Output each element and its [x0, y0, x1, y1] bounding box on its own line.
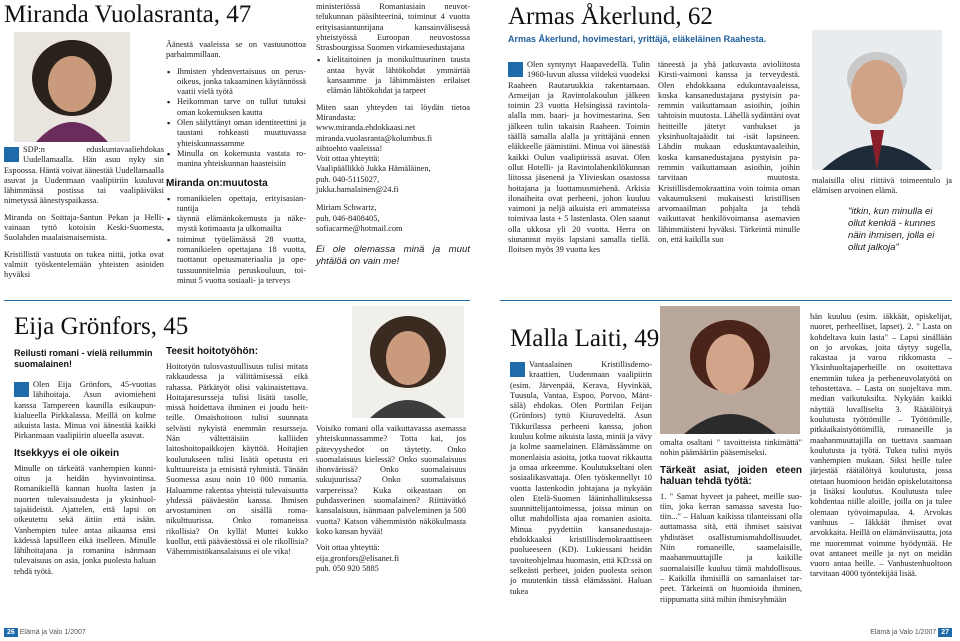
footer-right	[870, 629, 952, 636]
eija-p2: Minulle on tärkeätä vanhempien kunnioitus ja heidän hyvinvointinsa. Romanikiellä kannan huolta lasten ja nuorten tulevaisuudesta ja yksinhuoltajaäideistä. Ajattelen, että lapsi on oikeutettu sekä äitiin että isään. Vanhempien tulee antaa aikaansa ensi kädessä lapsilleen eikä itselleen. Minulle lähihoitajana ja romanina isänmaan tulevaisuus on asia, jonka puolesta haluan tehdä työtä.	[14, 463, 156, 576]
contact-link[interactable]: jukka.hamalainen@24.fi	[316, 185, 399, 195]
miranda-paragraph-3: Kristillistä vastuuta on tukea niitä, jotka ovat valmiit työskentelemään yhteisten asioiden hyväksi	[4, 249, 164, 280]
malla-col3-text: hän kuuluu (esim. iäkkäät, opiskelijat, nuoret, perheelliset, lapset). 2. " Lasta on kohdeltava kuin lasta" – Lapsi sinällään on jo arvokas, joita täytyy sugella, rakastaa ja varoa rikkomasta – Yksinhuoltajaperheille on osoitettava enemmän tukea ja perheneuvolatyötä on tehostettava. – Lasta on suojeltava mm. median vaikutuksilta. Nykyään kaikki näyttää luvalliselta 3. Räätälöityä koulutusta työttömille – Työttömille, pitkäaikaistyöttömillä, romaneille ja maahanmuuttajilla on tuettava saamaan koulutusta ja työtä. Tukea tulisi myös vanhempien mukaan. Siksi heille tulee järjestää räätälöityä koulutusta, jossa otetaan huomioon heidän opiskelutaitonsa ja lisäksi koulutus. Koulutusta tulee kohdentaa niille aloille, joilla on ja tulee olemaan työvoimapulaa. 4. Arvokas vanhuus – Iäkkäät ihmiset ovat arvokkaita. Heillä on elämänviisautta, jota me nuoremmat voimme hyödyntää. He ovat antaneet meille ja nyt on meidän vuoro antaa heille. – Vanhustenhuoltoon tarvitaan 4000 työntekijää lisää.	[810, 312, 952, 579]
list-item: ▪ romanikielen opettaja, erityisasiantuntija	[177, 194, 306, 215]
armas-lead: Armas Åkerlund, hovimestari, yrittäjä, eläkeläinen Raahesta.	[508, 34, 767, 44]
malla-column-3	[810, 312, 952, 586]
list-item: ▪ toiminut työelämässä 28 vuotta, romanikielen opettajana 18 vuotta, tuottanut opetusmateriaalia ja opetussuunnitelmia peruskouluun, toiminut 5 vuotta sosiaali- ja terveys	[177, 235, 306, 286]
miranda-name: Miranda Vuolasranta, 47	[4, 1, 252, 28]
armas-col3-text: malaisilla olisi riittävä toimeentulo ja elämisen arvoinen elämä.	[812, 176, 952, 196]
malla-column-2	[660, 438, 802, 611]
armas-quote: "itkin, kun minulla ei ollut kenkiä - kunnes näin ihmisen, jolla ei ollut jalkoja"	[848, 206, 936, 253]
armas-col2-text: täneestä ja yhä jatkuvasta avioliitosta Kirsti-vaimoni kanssa ja terveydestä. Olen ehdokkaana edukuntavaaleissa, koska kansanedustajana pystyisin paremmin vaikuttamaan asioihin, joihin tahtoisin muutosta. Lähellä sydäntäni ovat heitteille jätetyt vanhukset ja yksinhuoltajaäidit tai -isät lapsineen. Lähdin mukaan eduskuntavaaleihin, koska kansanedustajana pystyisin paremmin vaikuttamaan asioihin, joihin tarvitaan muutosta. Kristillisdemokraattina voin toimia oman vakaumukseni mukaisesti kristillisen arvomaailman pohjalta ja tehdä vaikuttavat henkilövoimansa asemavien lähimmäisteni hyväksi. Tärkeintä minulle on, että kaikilla suo	[658, 60, 800, 245]
section-divider	[500, 300, 952, 301]
page-number-right: 27	[938, 628, 952, 637]
eija-p1: Olen Eija Grönfors, 45-vuotias lähihoitaja. Asun aviomieheni kanssa Tampereen kaunilla esikaupunkialueella Pirkkalassa. Meillä on kolme aikuista lasta. Minua voi äänestää kaikki Pirkanmaan vaalipiirin alueella asuvat.	[14, 380, 156, 441]
eija-portrait-photo	[352, 306, 464, 418]
section-marker	[510, 362, 525, 377]
eija-heading-2: Teesit hoitotyöhön:	[166, 346, 259, 357]
miranda-bio-start: SDP:n eduskuntavaaliehdokas Uudellamaalla. Hän asuu nyky	[23, 145, 164, 165]
section-divider	[4, 300, 470, 301]
malla-col1-text: Vantaalainen Kristillisdemokraattien, Uudenmaan vaalipiirin (esim. Järvenpää, Kerava, Hyvinkää, Tuusula, Vantaa, Espoo, Porvoo, Mäntsälä) ehdokas. Olen Porttilan Feijan (Grönfors) tyttö Kiuruvedeltä. Asun Tikkurilassa perheeni kanssa, johon kuuluu kolme aikuista lasta, miniä ja vävy ja kolme saamelainen. Elämässämme on monenlaisia asioita, jotka tuovat rikkautta ja omaa arkeemme. Koulutukseltani olen sosiaalikasvattaja. Olen työskennellyt 10 vuotta lastenkodin johtajana ja nykyään olen Etelä-Suomen lääninhallituksessa suunnittelijantoimessa, joissa minun on ollut mahdollista ajaa romanien asioita. Minua pyydettiin kansanedustajaehdokkaaksi kristillisdemokraattiseen puolueeseen (KD). Lukiessani heidän tavoiteohjelmaa huomasin, että KD:ssä on selkeästi perheet, joiden puolesta seison jo muutenkin tässä elämässäni. Haluan tukea	[510, 360, 652, 596]
miranda-bullet-list-2	[166, 194, 306, 287]
malla-col2b-text: 1. " Samat hyveet ja paheet, meille suotiin, joka kerran samassa savesta luotiin..." – Haluan kaikissa tilanteissani olla auttamassa sitä, että ihmiset saisivat yhdistäset osallistumismahdollisuudet. Niin romaneille, saamelaisille, maahanmuuttajille ja kaikille suomalaisille kuuluu tämä mahdollisuus. – Kaikilla ihmisillä on samanlaiset tarpeet. Tärkeintä on huomioida ihminen, riippumatta siitä mihin ihmisryhmään	[660, 491, 802, 604]
contact-spacer	[316, 195, 470, 203]
footer-left	[4, 629, 86, 636]
armas-portrait-photo	[812, 30, 942, 170]
section-marker	[508, 62, 523, 77]
miranda-col3-text: ministeriössä Romaniasiain neuvottelukunnan pääsihteerinä, toiminut 4 vuotta erityisasiantuntijana kansainvälisessä yhteistyössä Euroopan neuvostossa Strasbourgissa Suomen virkamiesedustajana	[316, 2, 470, 53]
section-marker	[4, 147, 19, 162]
contact-line: Vaalipäällikkö Jukka Hämäläinen,	[316, 164, 431, 174]
malla-col2-text: omalta osaltani " tavoitteista tinkimättä" nohin päämääriin pääsemiseksi.	[660, 438, 802, 458]
eija-contact	[316, 543, 466, 574]
list-item: ▪ täynnä elämänkokemusta ja näkemystä kotimaasta ja ulkomailta	[177, 214, 306, 235]
miranda-heading-2: Miranda on:muutosta	[166, 177, 268, 189]
malla-column-1	[510, 360, 652, 603]
eija-column-3	[316, 424, 466, 574]
armas-column-3	[812, 176, 952, 203]
contact-line: Miten saan yhteyden tai löydän tietoa Mirandasta:	[316, 102, 470, 122]
contact-link[interactable]: sofiacarme@hotmail.com	[316, 223, 403, 233]
contact-link[interactable]: miranda.vuolasranta@kolumbus.fi	[316, 133, 433, 143]
miranda-column-2	[166, 40, 306, 286]
list-item: ▪ kielitaitoinen ja monikulttuurinen tausta antaa hyvät lähtökohdat ymmärtää kansaamme ja lähimmäisten erilaiset elämän lähtökohdat ja tarpeet	[327, 55, 470, 96]
contact-line: aihtoehto vaaleissa!	[316, 143, 383, 153]
footer-right-text: Elämä ja Valo 1/2007	[870, 629, 937, 636]
miranda-bio-block	[4, 145, 164, 287]
malla-portrait-photo	[660, 306, 800, 434]
contact-link[interactable]: www.miranda.ehdokkaasi.net	[316, 123, 416, 133]
armas-column-2	[658, 60, 800, 251]
list-item: ▪ Ihmisten yhdenvertaisuus on perusoikeus, jonka takaaminen käytännössä vaatii vielä työtä	[177, 67, 306, 98]
contact-link[interactable]: eija.gronfors@elisanet.fi	[316, 553, 400, 563]
miranda-contact	[316, 103, 470, 235]
page-number-left: 26	[4, 628, 18, 637]
contact-line: Voit ottaa yhteyttä:	[316, 154, 380, 164]
contact-line: puh. 046-8408405,	[316, 213, 380, 223]
miranda-column-3	[316, 2, 470, 268]
list-item: ▪ Olen säilyttänyt oman identiteettini ja taustani rohkeasti muuttuvassa yhteiskunnassamme	[177, 118, 306, 149]
malla-name: Malla Laiti, 49	[510, 325, 660, 352]
eija-heading-1: Itsekkyys ei ole oikein	[14, 447, 120, 459]
list-item: ▪ Heikomman tarve on tullut tutuksi oman kokemuksen kautta	[177, 97, 306, 118]
miranda-quote: Ei ole olemassa minä ja muut yhtälöä on vain me!	[316, 244, 470, 268]
miranda-paragraph-2: Miranda on Soittaja-Santun Pekan ja Helli-vainaan tyttö kotoisin Keski-Suomesta, Suolahden maalaismaisemista.	[4, 212, 164, 243]
armas-col1-text: Olen syntynyt Haapavedellä. Tulin 1960-luvun alussa viideksi vuodeksi Raaheen Rautaruukkia rakentamaan. Armeijan ja Ravintolakoulun jälkeen toimin 23 vuotta Helsingissä ravintola-alalla mm. baari- ja hovimestarina. Sen jälkeen tulin takaisin Raaheen. Toimin täällä samalla alalla ja yrittäjänä ennen eläkkeelle jäämistäni. Minua voi äänestää kaikki Oulun vaalipiirissä asuvat. Olen ollut Hotelli- ja Ravintolahenkilökunnan liitossa jäsenenä ja Ylivieskan osastossa hoitajana ja luottamusmiehenä. Arkisia ilonaiheita ovat perheeni, johon kuuluu vaimoni ja neljä aikuista eri ammateissa toimivaa lasta + 5 lastenlasta. Olen saanut olla ukkosa yli 20 vuotta. Herra on siunannut myös lapsiani samalla tiellä. Iloitsen myös 39 vuotta kes	[508, 60, 650, 255]
section-marker	[14, 382, 29, 397]
contact-line: puh. 040-5115027,	[316, 174, 380, 184]
malla-heading: Tärkeät asiat, joiden eteen haluan tehdä työtä:	[660, 464, 802, 487]
armas-name: Armas Åkerlund, 62	[508, 3, 713, 30]
armas-column-1	[508, 60, 650, 262]
contact-line: Voit ottaa yhteyttä:	[316, 543, 380, 553]
eija-column-1	[14, 380, 156, 583]
miranda-col3-list	[316, 55, 470, 96]
eija-lead: Reilusti romani - vielä reilummin suomalainen!	[14, 348, 153, 369]
eija-column-2	[166, 346, 308, 564]
eija-p3: Hoitotyön tulosvastuullisuus tulisi mitata rakkaudessa ja välittämisessä eikä rahassa. Pätkätyöt olisi vakinaistettava. Hoitajaresursseja tulisi lisätä tasolle, missä hoidettava ihminen ei joudu heitteille. Omaishoitoon tulisi suunnata selvästi nykyistä enemmän resursseja. Nän vältettäisiin kalliiden laitoshoitopaikkojen käyttöä. Hoitajien koulutukseen tulisi lisätä opetusta eri kulttuureista ja etnisistä ryhmistä. Tänään Suomessa asuu noin 10 000 romania. Haluamme rakentaa yhteistä tulevaisuutta yhdessä pääväestön kanssa. Ihmisen arvostaminen on sisällä romanikulttuurissa. Onko romaneissa rikollisia? On kyllä! Muttei kukko kuollut, että pääväestössä ei ole rikollisia? Vähemmistökansalaisuus ei ole vika!	[166, 362, 308, 557]
miranda-bio-rest: sin Espoossa. Häntä voivat äänestää Uudellamaalla asuvat ja Uudenmaan vaalipiiriin kuuluvat lähimmässä postissa tai vaalipäiväksi nimetyssä äänestyspaikassa.	[4, 155, 164, 206]
eija-name: Eija Grönfors, 45	[14, 313, 189, 340]
contact-line: Miriam Schwartz,	[316, 203, 377, 213]
eija-col3-text: Voisiko romani olla vaikuttavassa asemassa yhteiskunnassamme? Totta kai, jos pätevyyshedot on täytetty. Onko suomalaisuus kielessä? Onko suomalaisuus ihonvärissä? Onko suomalaisuus sukujuurissa? Onko suomalaisuus varpereissa? Kuka oikeastaan on puhdasverinen suomalainen? Riittävätkö kansalaisuus, isänmaan palveleminen ja 500 vuotta? Katson vähemmistön näkökulmasta koko kansan hyvää!	[316, 424, 466, 536]
footer-left-text: Elämä ja Valo 1/2007	[19, 629, 86, 636]
list-item: ▪ Minulla on kokemusta vastata romanina yhteiskunnan haasteisiin	[177, 149, 306, 170]
contact-line: puh. 050 920 5885	[316, 563, 379, 573]
miranda-bullet-list-1	[166, 67, 306, 170]
miranda-portrait-photo	[14, 32, 130, 142]
miranda-col2-intro: Äänestä vaaleissa se on vastuunottoa parhaimmillaan.	[166, 40, 306, 60]
